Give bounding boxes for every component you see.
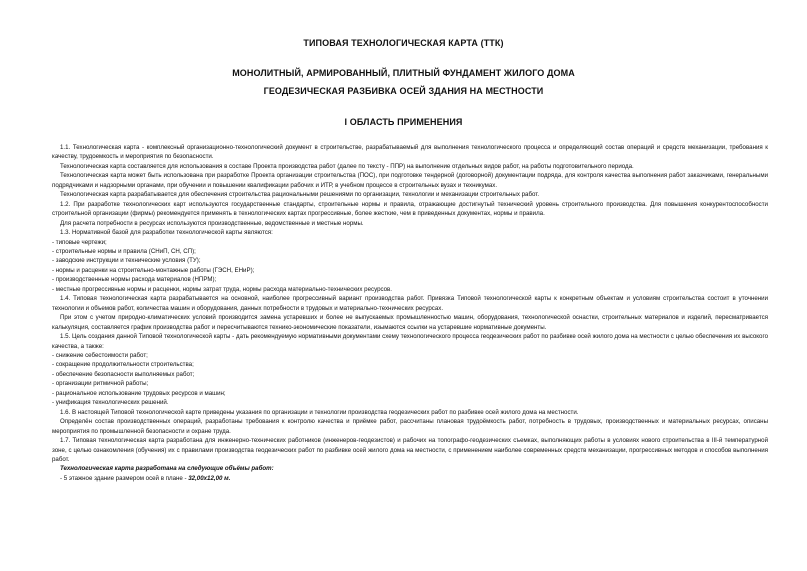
- document-type-title: ТИПОВАЯ ТЕХНОЛОГИЧЕСКАЯ КАРТА (ТТК): [303, 38, 504, 48]
- list-item: - снижение себестоимости работ;: [52, 351, 148, 359]
- list-item: - местные прогрессивные нормы и расценки, нормы затрат труда, нормы расхода материально-технических ресурсов.: [52, 285, 393, 293]
- works-item-prefix: - 5 этажное здание размером осей в плане -: [60, 474, 189, 482]
- paragraph: 1.3. Нормативной базой для разработки технологической карты являются:: [60, 229, 273, 237]
- paragraph: 1.7. Типовая технологическая карта разработана для инженерно-технических работников (инженеров-геодезистов) и рабочих на топографо-геодезических съемках, выполняющих работы в условиях нового строительства в III-й температурной зоне, с целью ознакомления (обучения) их с правилами производства геодезических работ по разбивке осей жилого дома на местности, с применением наиболее современных средств механизации, прогрессивных методов и способов выполнения работ.: [52, 437, 768, 463]
- list-item: - сокращение продолжительности строительства;: [52, 361, 194, 369]
- paragraph: Определён состав производственных операций, разработаны требования к контролю качества и приёмке работ, рассчитаны плановая трудоёмкость работ, потребность в трудовых, производственных и материальных ресурсах, описаны мероприятия по промышленной безопасности и охране труда.: [52, 418, 768, 435]
- paragraph: При этом с учетом природно-климатических условий производится замена устаревших и более не выпускаемых промышленностью машин, оборудования, технологической оснастки, строительных материалов и изделий, пересматривается калькуляция, составляется график производства работ и пересчитываются технико-экономические показатели, изымаются ссылки на устаревшие нормативные документы.: [52, 314, 768, 331]
- list-item: - строительные нормы и правила (СНиП, СН, СП);: [52, 247, 196, 255]
- list-item: - типовые чертежи;: [52, 238, 107, 246]
- list-item: - производственные нормы расхода материалов (НПРМ);: [52, 276, 217, 284]
- paragraph: Технологическая карта может быть использована при разработке Проекта организации строительства (ПОС), при подготовке тендерной (договорной) документации подряда, для контроля качества выполнения работ заказчиками, генеральными подрядчиками и надзорными органами, при обучении и повышении квалификации рабочих и ИТР, в учебном процессе в строительных вузах и техникумах.: [52, 172, 768, 189]
- paragraph: Технологическая карта составляется для использования в составе Проекта производства работ (далее по тексту - ППР) на выполнение отдельных видов работ, на работы подготовительного периода.: [60, 162, 634, 170]
- works-item: [52, 474, 768, 483]
- works-item-value: 32,00x12,00 м.: [188, 474, 231, 482]
- document-main-title: МОНОЛИТНЫЙ, АРМИРОВАННЫЙ, ПЛИТНЫЙ ФУНДАМЕНТ ЖИЛОГО ДОМА: [232, 68, 575, 78]
- document-subtitle: ГЕОДЕЗИЧЕСКАЯ РАЗБИВКА ОСЕЙ ЗДАНИЯ НА МЕСТНОСТИ: [263, 86, 544, 96]
- list-item: - нормы и расценки на строительно-монтажные работы (ГЭСН, ЕНиР);: [52, 266, 255, 274]
- document-body: [52, 143, 768, 483]
- works-heading: Технологическая карта разработана на следующие объёмы работ:: [60, 465, 274, 473]
- paragraph: 1.6. В настоящей Типовой технологической карте приведены указания по организации и технологии производства геодезических работ по разбивке осей жилого дома на местности.: [60, 408, 579, 416]
- paragraph: 1.1. Технологическая карта - комплексный организационно-технологический документ в строительстве, разрабатываемый для выполнения технологического процесса и определяющий состав операций и средств механизации, требования к качеству, трудоемкость и мероприятия по безопасности.: [52, 144, 768, 161]
- paragraph: Технологическая карта разрабатывается для обеспечения строительства рациональными решениями по организации, технологии и механизации строительных работ.: [60, 191, 540, 199]
- list-item: - обеспечение безопасности выполняемых работ;: [52, 370, 195, 378]
- paragraph: 1.2. При разработке технологических карт используются государственные стандарты, строительные нормы и правила, отражающие достигнутый технический уровень строительного производства. Для повышения конкурентоспособности строительной организации (фирмы) рекомендуется применять в технологических картах прогрессивные, более жесткие, чем в приведенных документах, нормы и правила.: [52, 200, 768, 218]
- section-heading: I ОБЛАСТЬ ПРИМЕНЕНИЯ: [344, 117, 463, 127]
- paragraph: Для расчета потребности в ресурсах используются производственные, ведомственные и местные нормы.: [60, 219, 364, 227]
- list-item: - рациональное использование трудовых ресурсов и машин;: [52, 389, 226, 397]
- list-item: - заводские инструкции и технические условия (ТУ);: [52, 257, 201, 265]
- paragraph: 1.4. Типовая технологическая карта разрабатывается на основной, наиболее прогрессивный вариант производства работ. Привязка Типовой технологической карты к конкретным объектам и условиям строительства состоит в уточнении технологии и объемов работ, количества машин и оборудования, данных потребности в трудовых и материально-технических ресурсах.: [52, 295, 768, 312]
- list-item: - унификация технологических решений.: [52, 399, 169, 407]
- list-item: - организации ритмичной работы;: [52, 380, 149, 388]
- paragraph: 1.5. Цель создания данной Типовой технологической карты - дать рекомендуемую нормативными документами схему технологического процесса геодезических работ по разбивке осей жилого дома на местности с целью обеспечения их высокого качества, а также:: [52, 333, 768, 350]
